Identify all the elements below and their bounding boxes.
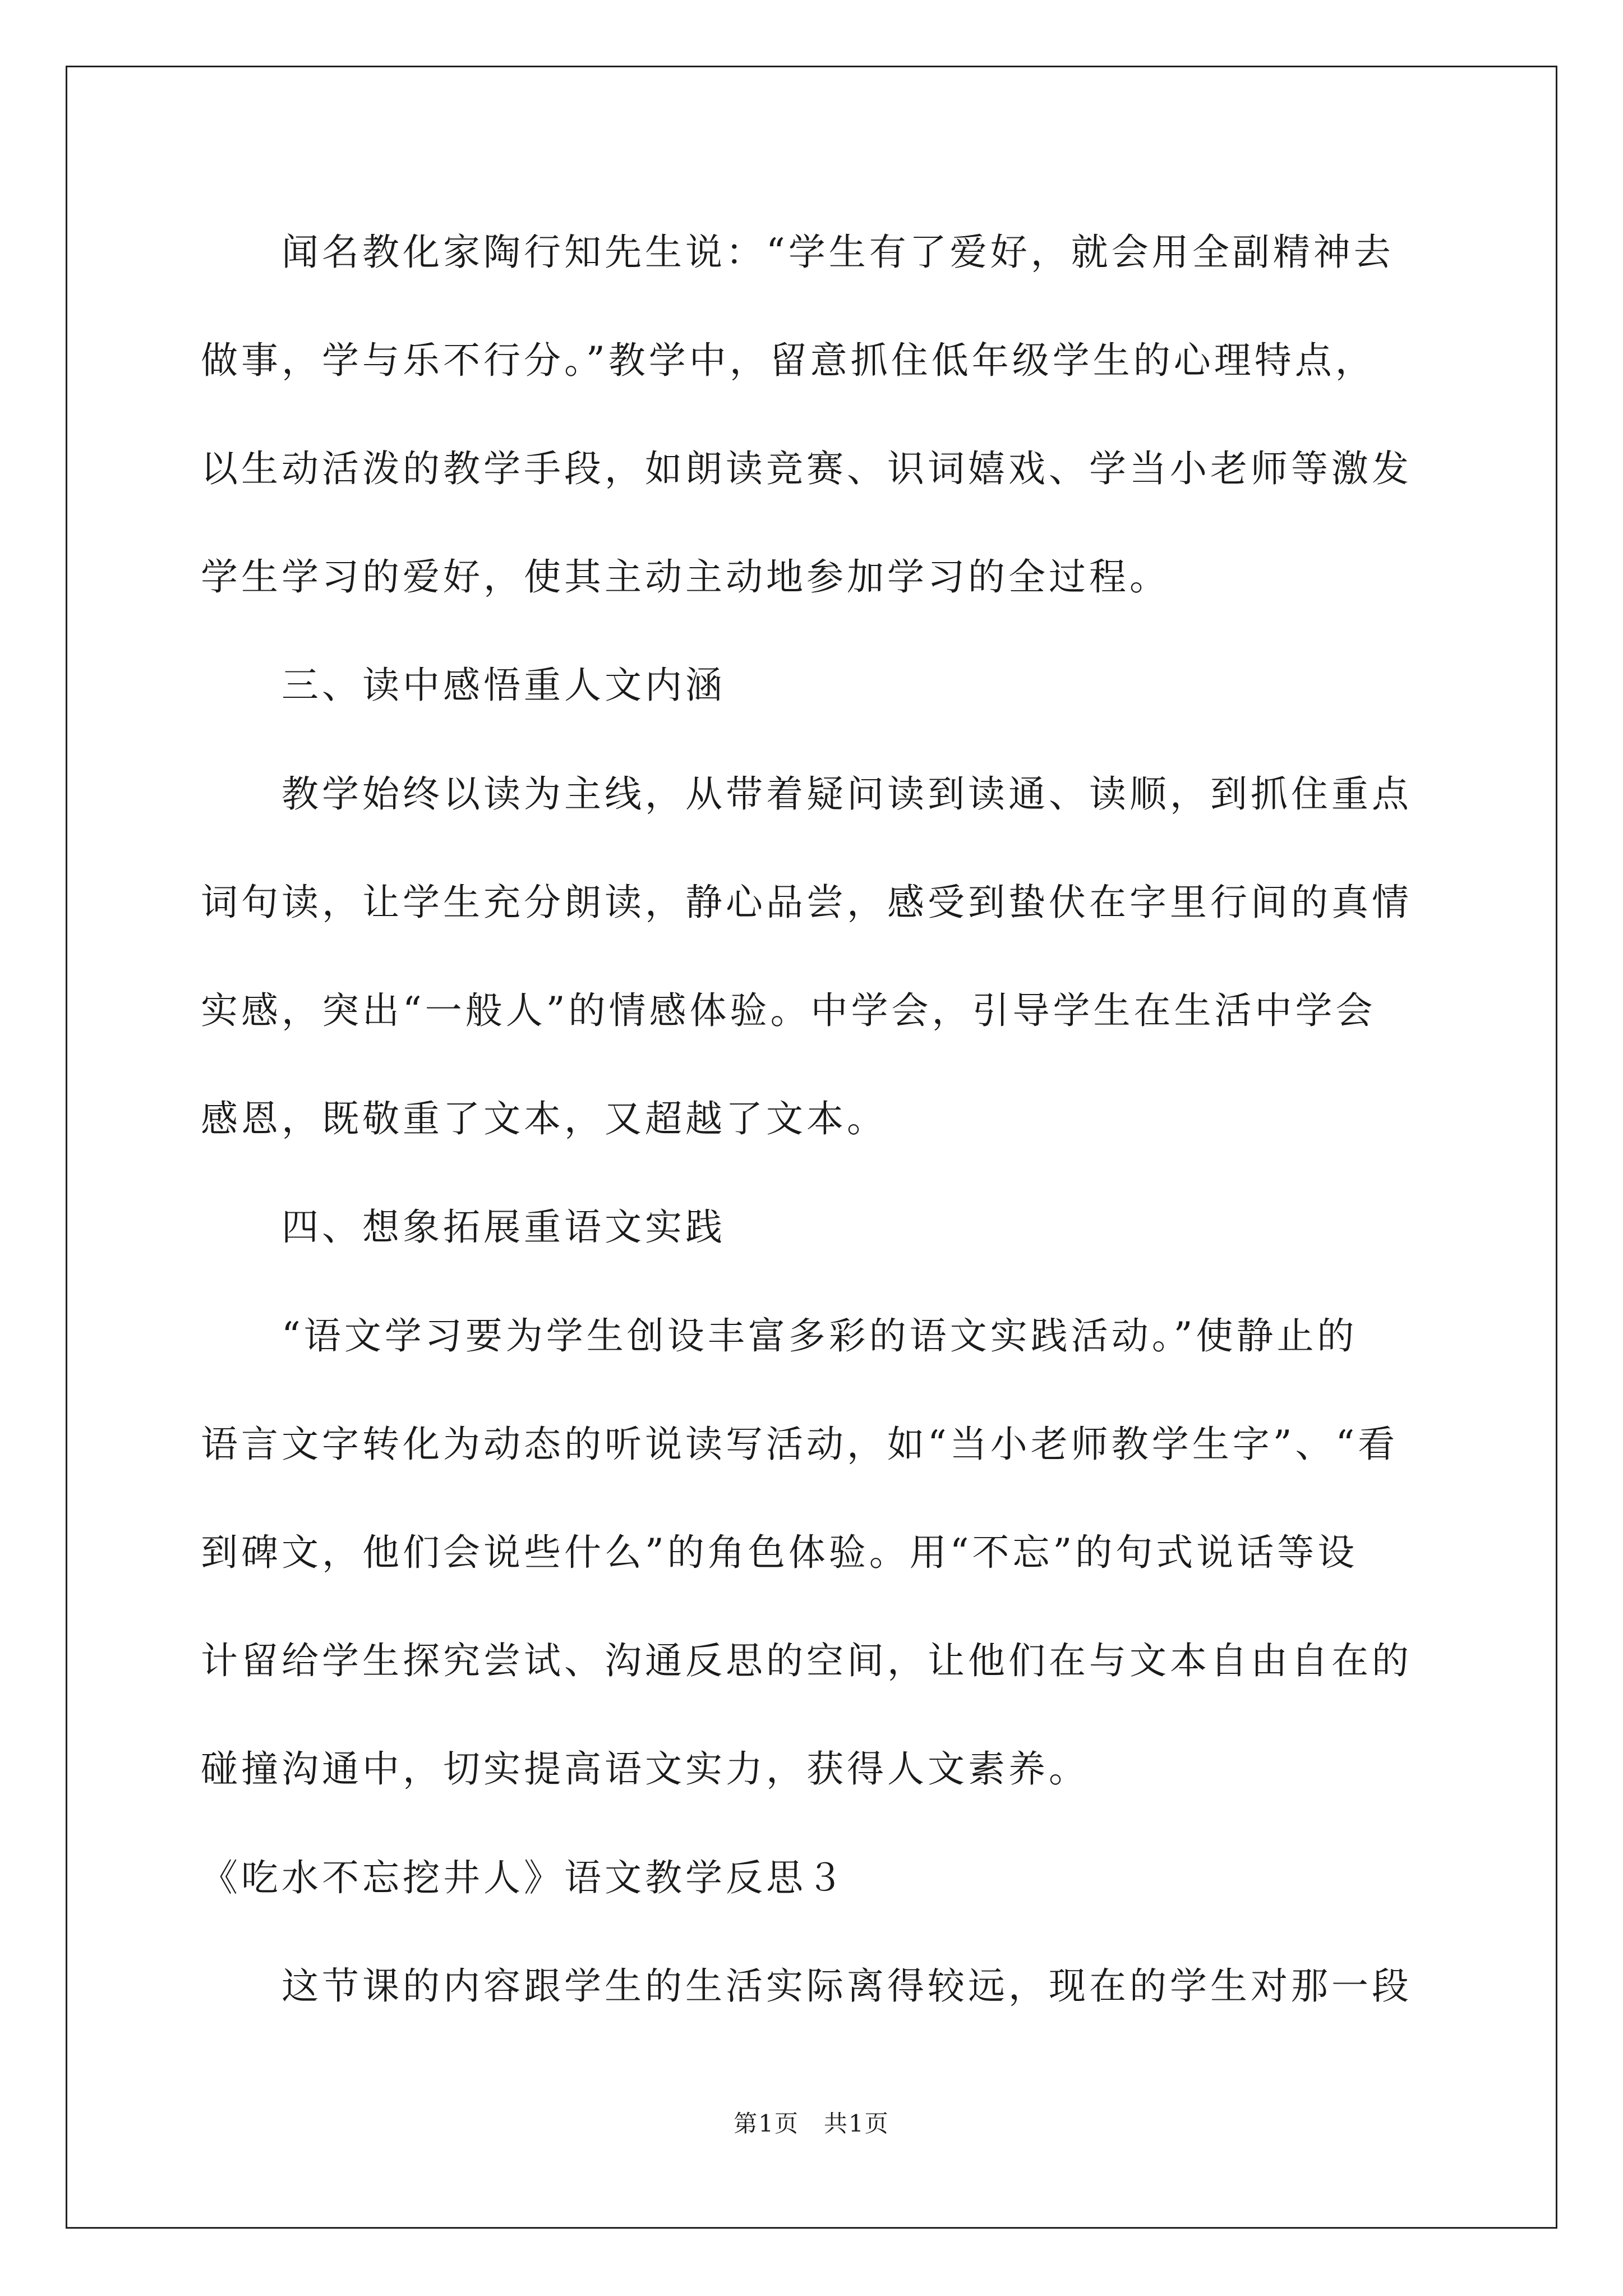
document-subtitle: 《吃水不忘挖井人》语文教学反思３ bbox=[201, 1856, 847, 1899]
paragraph-line: 这节课的内容跟学生的生活实际离得较远，现在的学生对那一段 bbox=[201, 1964, 1412, 2008]
paragraph-line: 词句读，让学生充分朗读，静心品尝，感受到蛰伏在字里行间的真情 bbox=[201, 881, 1412, 924]
paragraph-line: 感恩，既敬重了文本，又超越了文本。 bbox=[201, 1097, 887, 1140]
paragraph-line: 学生学习的爱好，使其主动主动地参加学习的全过程。 bbox=[201, 555, 1170, 599]
paragraph-line: 语言文字转化为动态的听说读写活动，如“当小老师教学生字”、“看 bbox=[201, 1423, 1399, 1466]
paragraph-line: 实感，突出“一般人”的情感体验。中学会，引导学生在生活中学会 bbox=[201, 989, 1376, 1032]
paragraph-line: 到碑文，他们会说些什么”的角色体验。用“不忘”的句式说话等设 bbox=[201, 1531, 1358, 1574]
section-heading: 三、读中感悟重人文内涵 bbox=[201, 664, 726, 707]
paragraph-line: 教学始终以读为主线，从带着疑问读到读通、读顺，到抓住重点 bbox=[201, 772, 1412, 816]
paragraph-line: 以生动活泼的教学手段，如朗读竞赛、识词嬉戏、学当小老师等激发 bbox=[201, 447, 1412, 490]
section-heading: 四、想象拓展重语文实践 bbox=[201, 1205, 726, 1249]
paragraph-line: “语文学习要为学生创设丰富多彩的语文实践活动。”使静止的 bbox=[201, 1314, 1358, 1358]
page-number-footer: 第1页 共1页 bbox=[734, 2110, 889, 2137]
page-border bbox=[66, 66, 1557, 2229]
paragraph-line: 计留给学生探究尝试、沟通反思的空间，让他们在与文本自由自在的 bbox=[201, 1639, 1412, 1682]
paragraph-line: 闻名教化家陶行知先生说：“学生有了爱好，就会用全副精神去 bbox=[201, 231, 1394, 274]
paragraph-line: 做事，学与乐不行分。”教学中，留意抓住低年级学生的心理特点， bbox=[201, 339, 1376, 382]
paragraph-line: 碰撞沟通中，切实提高语文实力，获得人文素养。 bbox=[201, 1747, 1089, 1791]
